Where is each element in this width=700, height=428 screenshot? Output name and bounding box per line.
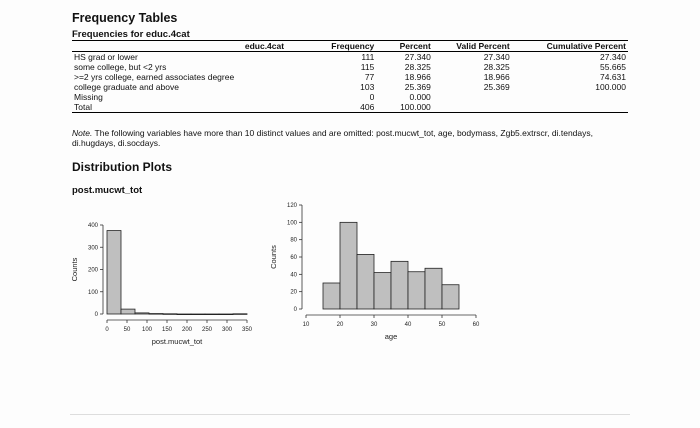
table-cell: HS grad or lower [74, 52, 138, 62]
table-cell: 25.369 [483, 82, 510, 92]
x-tick-label: 10 [302, 322, 310, 328]
table-cell: 103 [360, 82, 375, 92]
table-cell: 74.631 [600, 72, 626, 82]
frequencies-subtitle: Frequencies for educ.4cat [72, 29, 190, 40]
table-cell: 28.325 [404, 62, 431, 72]
table-cell: >=2 yrs college, earned associates degree [74, 72, 235, 82]
y-tick-label: 200 [87, 267, 98, 274]
table-row [72, 102, 628, 113]
x-tick-label: 60 [472, 322, 480, 328]
table-cell [512, 92, 628, 102]
table-row [72, 92, 628, 102]
histogram-bar [442, 285, 459, 309]
note-text: The following variables have more than 10 distinct values and are omitted: post.mucwt_tot, age, bodymass, Zgb5.extrscr, di.tendays, di.hugdays, di.socdays. [72, 128, 594, 148]
table-cell: 0 [369, 92, 375, 102]
x-tick-label: 350 [241, 327, 253, 333]
x-tick-label: 200 [181, 327, 193, 333]
x-tick-label: 20 [336, 322, 344, 328]
column-header: educ.4cat [72, 41, 314, 52]
histogram-bar [163, 314, 177, 315]
column-header: Percent [376, 41, 433, 52]
distribution-plots-title: Distribution Plots [72, 160, 172, 174]
table-cell: 100.000 [595, 82, 626, 92]
table-row [72, 82, 628, 92]
y-tick-label: 0 [94, 312, 98, 318]
table-cell: 28.325 [483, 62, 510, 72]
table-row [72, 52, 628, 63]
y-tick-label: 300 [87, 245, 98, 252]
x-tick-label: 150 [161, 327, 173, 333]
x-tick-label: 30 [370, 322, 378, 328]
table-cell: 111 [361, 52, 375, 62]
table-cell: Missing [74, 92, 103, 102]
histogram-bar [357, 254, 374, 309]
histogram-bar [391, 261, 408, 309]
x-tick-label: 0 [105, 327, 109, 333]
x-tick-label: 250 [201, 327, 213, 333]
divider [70, 414, 630, 415]
table-row [72, 72, 628, 82]
histogram-bar [340, 222, 357, 309]
table-row [72, 62, 628, 72]
table-cell: 115 [360, 62, 375, 72]
table-cell: 27.340 [600, 52, 626, 62]
table-cell: 0.000 [409, 92, 431, 102]
x-tick-label: 50 [123, 327, 131, 333]
table-cell: some college, but <2 yrs [74, 62, 167, 72]
histogram-bar [121, 309, 135, 314]
table-cell: 18.966 [404, 72, 431, 82]
column-header: Valid Percent [433, 41, 512, 52]
frequency-tables-title: Frequency Tables [72, 11, 178, 25]
table-header-row [72, 41, 628, 52]
y-tick-label: 20 [290, 289, 297, 296]
y-tick-label: 60 [290, 255, 297, 261]
table-cell: 27.340 [483, 52, 510, 62]
y-tick-label: 120 [286, 203, 297, 209]
histogram-bar [177, 314, 191, 315]
y-tick-label: 100 [286, 220, 297, 227]
histogram-bar [191, 314, 205, 315]
table-cell [433, 102, 512, 113]
y-tick-label: 0 [293, 307, 297, 313]
histogram-bar [135, 313, 149, 314]
table-cell: 100.000 [376, 102, 433, 113]
y-axis-label: Counts [269, 245, 278, 269]
table-cell: 18.966 [483, 72, 510, 82]
table-cell: 406 [314, 102, 376, 113]
table-cell: 27.340 [404, 52, 431, 62]
histogram-age [255, 195, 505, 355]
histogram-bar [425, 268, 442, 309]
y-tick-label: 400 [87, 223, 98, 229]
x-axis-label: post.mucwt_tot [151, 337, 203, 346]
histogram-bar [233, 314, 247, 315]
y-axis-label: Counts [70, 257, 79, 282]
histogram-bar [323, 283, 340, 309]
table-cell: 55.665 [600, 62, 626, 72]
histogram-bar [205, 314, 219, 315]
x-tick-label: 40 [404, 322, 412, 328]
y-tick-label: 80 [290, 237, 297, 244]
table-cell [433, 92, 512, 102]
histogram-bar [219, 314, 233, 315]
y-tick-label: 40 [290, 272, 297, 279]
frequency-table [72, 40, 628, 113]
histogram-bar [149, 314, 163, 315]
table-cell: college graduate and above [74, 82, 179, 92]
histogram-bar [374, 273, 391, 309]
note-label: Note. [72, 128, 93, 138]
y-tick-label: 100 [87, 289, 98, 296]
table-cell [512, 102, 628, 113]
table-cell: Total [72, 102, 314, 113]
column-header: Cumulative Percent [512, 41, 628, 52]
column-header: Frequency [314, 41, 376, 52]
x-tick-label: 300 [221, 327, 233, 333]
table-note [72, 128, 632, 148]
table-cell: 25.369 [404, 82, 431, 92]
x-axis-label: age [384, 332, 398, 341]
plot-title-mucwt: post.mucwt_tot [72, 185, 143, 196]
histogram-bar [408, 272, 425, 309]
histogram-post-mucwt-tot [60, 205, 280, 355]
table-cell: 77 [364, 72, 375, 82]
x-tick-label: 50 [438, 322, 446, 328]
x-tick-label: 100 [141, 327, 153, 333]
histogram-bar [107, 231, 121, 314]
